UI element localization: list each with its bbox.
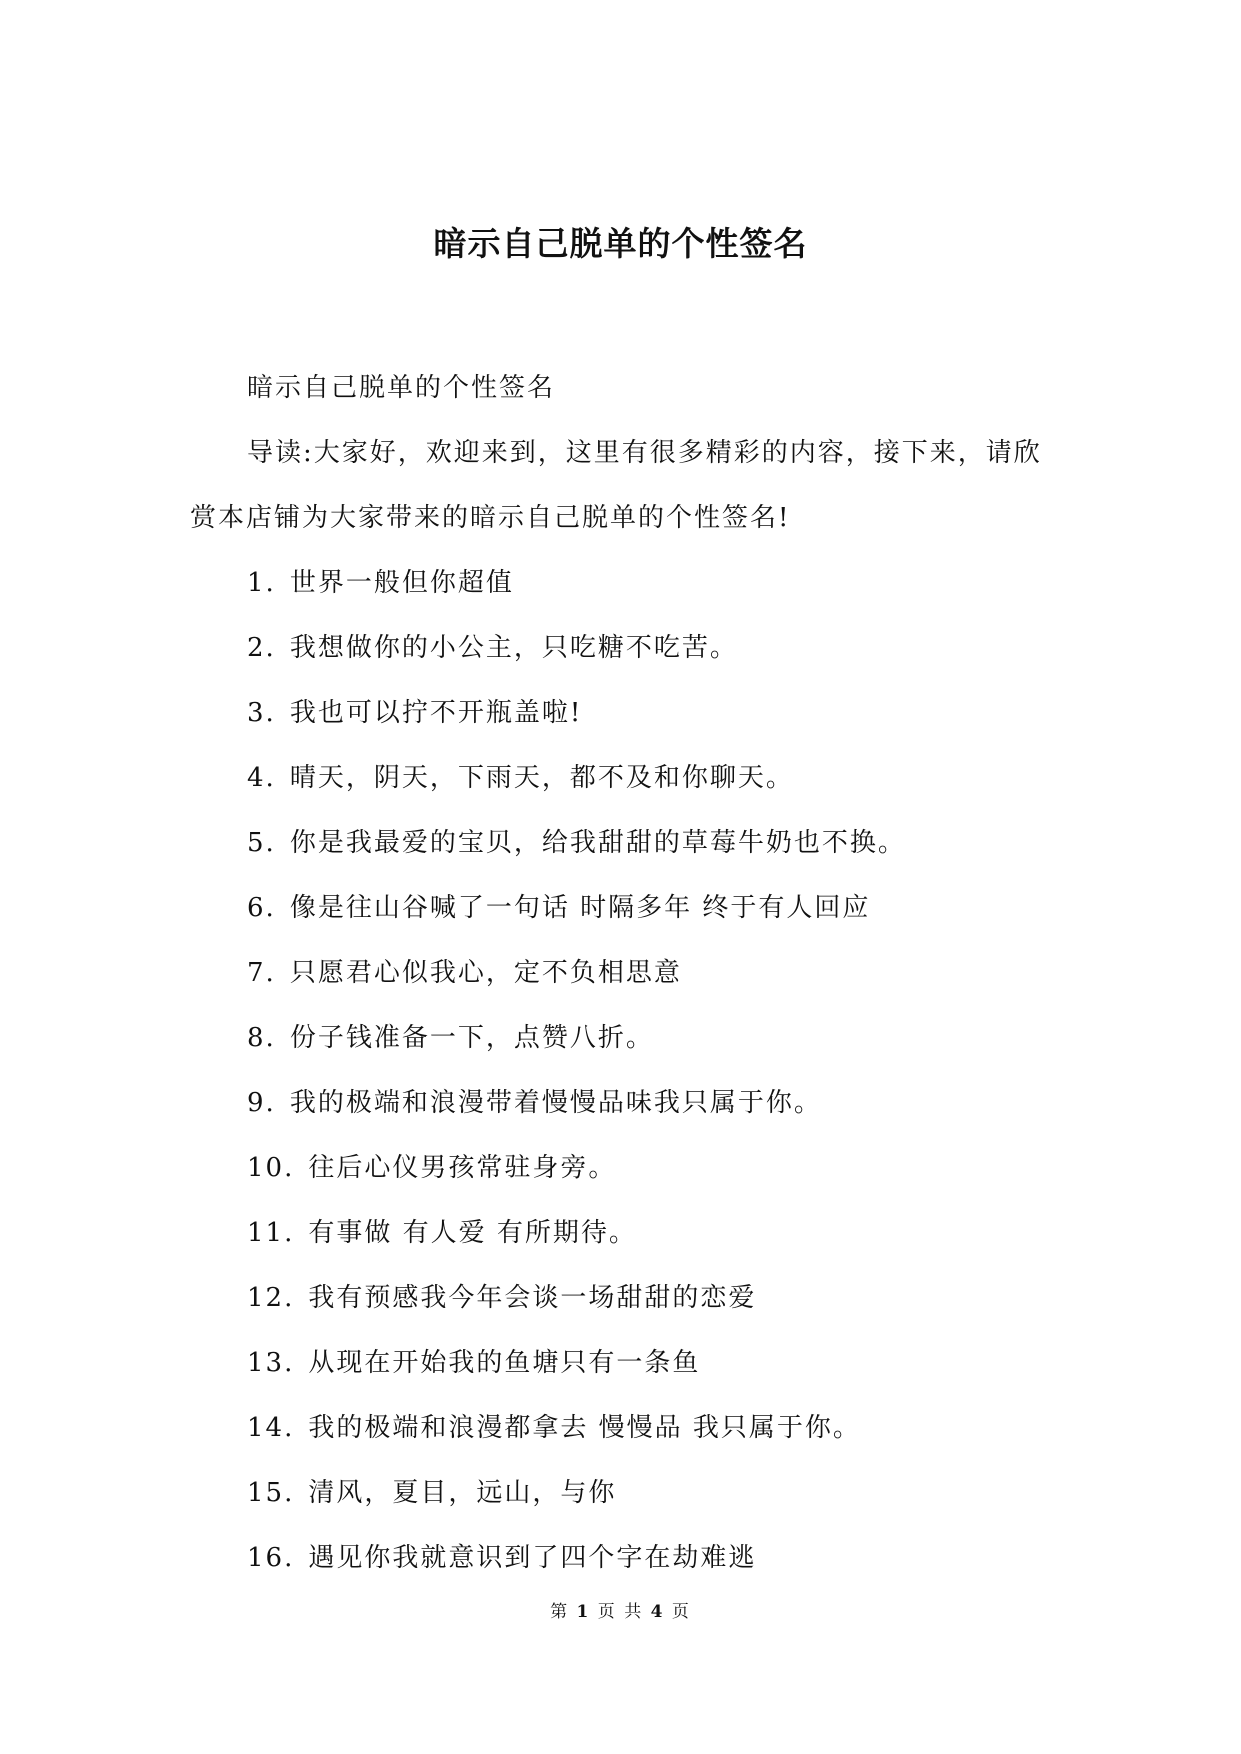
list-item-text: 有事做 有人爱 有所期待。: [308, 1218, 637, 1248]
list-item-text: 世界一般但你超值: [289, 568, 514, 598]
document-body: [190, 356, 1056, 1591]
list-item: [190, 1266, 1056, 1331]
list-item: [190, 941, 1056, 1006]
list-item-text: 遇见你我就意识到了四个字在劫难逃: [308, 1543, 757, 1573]
list-item: [190, 681, 1056, 746]
footer-suffix: 页: [671, 1602, 691, 1622]
list-item: [190, 811, 1056, 876]
list-item: [190, 1461, 1056, 1526]
list-item-text: 我的极端和浪漫带着慢慢品味我只属于你。: [289, 1088, 822, 1118]
list-item: [190, 1136, 1056, 1201]
list-item-number: 7.: [247, 958, 276, 988]
list-item-number: 13.: [247, 1348, 295, 1378]
list-item-number: 16.: [247, 1543, 295, 1573]
intro-paragraph: 导读:大家好，欢迎来到，这里有很多精彩的内容，接下来，请欣赏本店铺为大家带来的暗示自己脱单的个性签名!: [190, 438, 1042, 533]
list-item-number: 2.: [247, 633, 276, 663]
signature-list: [190, 551, 1056, 1591]
list-item-text: 只愿君心似我心，定不负相思意: [289, 958, 682, 988]
list-item-number: 8.: [247, 1023, 276, 1053]
list-item-text: 我想做你的小公主，只吃糖不吃苦。: [289, 633, 738, 663]
list-item-text: 我有预感我今年会谈一场甜甜的恋爱: [308, 1283, 757, 1313]
list-item: [190, 1071, 1056, 1136]
list-item: [190, 551, 1056, 616]
list-item-number: 11.: [247, 1218, 295, 1248]
list-item-number: 1.: [247, 568, 276, 598]
list-item: [190, 616, 1056, 681]
footer-middle: 页 共: [597, 1602, 644, 1622]
list-item-text: 你是我最爱的宝贝，给我甜甜的草莓牛奶也不换。: [289, 828, 906, 858]
list-item: [190, 1331, 1056, 1396]
list-item-number: 15.: [247, 1478, 295, 1508]
list-item: [190, 876, 1056, 941]
list-item: [190, 1396, 1056, 1461]
list-item-number: 14.: [247, 1413, 295, 1443]
list-item-number: 4.: [247, 763, 276, 793]
list-item-text: 份子钱准备一下，点赞八折。: [289, 1023, 654, 1053]
list-item-text: 我的极端和浪漫都拿去 慢慢品 我只属于你。: [308, 1413, 861, 1443]
page-footer: [0, 1600, 1241, 1624]
list-item: [190, 1006, 1056, 1071]
list-item-number: 5.: [247, 828, 276, 858]
list-item-text: 像是往山谷喊了一句话 时隔多年 终于有人回应: [289, 893, 871, 923]
list-item-text: 清风，夏目，远山，与你: [308, 1478, 617, 1508]
subtitle-paragraph: 暗示自己脱单的个性签名: [247, 373, 556, 403]
list-item-text: 从现在开始我的鱼塘只有一条鱼: [308, 1348, 701, 1378]
list-item-number: 3.: [247, 698, 276, 728]
list-item-text: 往后心仪男孩常驻身旁。: [308, 1153, 617, 1183]
document-title: 暗示自己脱单的个性签名: [433, 224, 808, 263]
list-item-text: 晴天，阴天，下雨天，都不及和你聊天。: [289, 763, 794, 793]
list-item: [190, 1526, 1056, 1591]
list-item-text: 我也可以拧不开瓶盖啦!: [289, 698, 583, 728]
footer-total-pages: 4: [650, 1602, 665, 1622]
list-item-number: 12.: [247, 1283, 295, 1313]
list-item: [190, 1201, 1056, 1266]
footer-prefix: 第: [550, 1602, 570, 1622]
list-item-number: 9.: [247, 1088, 276, 1118]
list-item-number: 10.: [247, 1153, 295, 1183]
list-item: [190, 746, 1056, 811]
list-item-number: 6.: [247, 893, 276, 923]
footer-current-page: 1: [576, 1602, 591, 1622]
